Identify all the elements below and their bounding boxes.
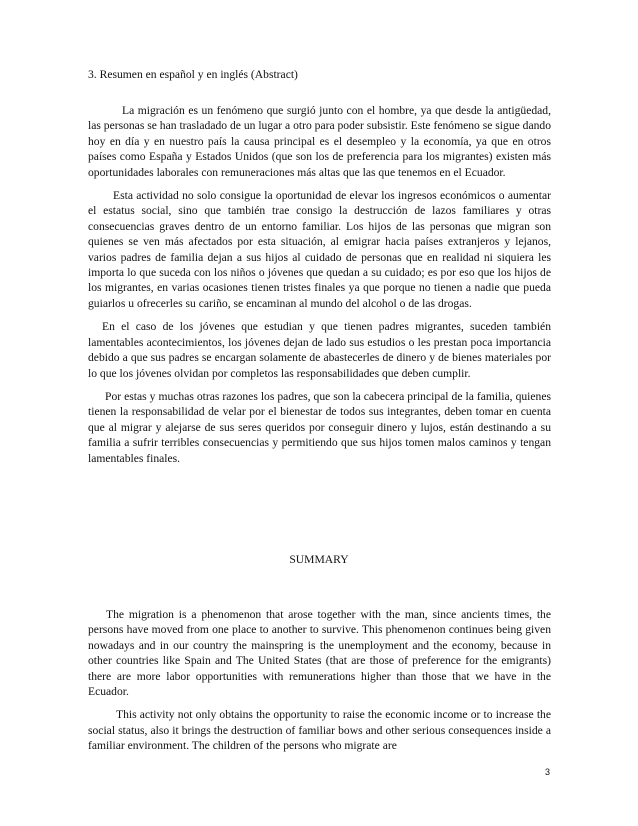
page-number: 3 bbox=[544, 767, 550, 777]
spanish-paragraph-3: En el caso de los jóvenes que estudian y que tienen padres migrantes, suceden también lamentables acontecimientos, los jóvenes dejan de lado sus estudios o les prestan poca importancia debido a que sus padres se encargan solamente de abastecerles de dinero y de bienes materiales por lo que los jóvenes olvidan por completos las responsabilidades que deben cumplir. bbox=[88, 320, 551, 380]
section-heading: 3. Resumen en español y en inglés (Abstract) bbox=[88, 68, 298, 81]
spanish-paragraph-1: La migración es un fenómeno que surgió junto con el hombre, ya que desde la antigüedad, las personas se han trasladado de un lugar a otro para poder subsistir. Este fenómeno se sigue dando hoy en día y en nuestro país la causa principal es el desempleo y la economía, ya que en otros países como España y Estados Unidos (que son los de preferencia para los migrantes) existen más oportunidades laborales con remuneraciones más altas que las que tenemos en el Ecuador. bbox=[88, 104, 551, 179]
english-paragraph-1: The migration is a phenomenon that arose together with the man, since ancients times, the persons have moved from one place to another to survive. This phenomenon continues being given nowadays and in our country the mainspring is the unemployment and the economy, because in other countries like Spain and The United States (that are those of preference for the emigrants) there are more labor opportunities with remunerations higher than those that we have in the Ecuador. bbox=[88, 608, 551, 699]
english-summary bbox=[88, 607, 551, 754]
spanish-paragraph-4: Por estas y muchas otras razones los padres, que son la cabecera principal de la familia, quienes tienen la responsabilidad de velar por el bienestar de todos sus integrantes, deben tomar en cuenta que al migrar y alejarse de sus seres queridos por conseguir dinero y lujos, están destinando a su familia a sufrir terribles consecuencias y permitiendo que sus hijos tomen malos caminos y tengan lamentables finales. bbox=[88, 389, 551, 465]
spanish-abstract bbox=[88, 103, 551, 466]
english-paragraph-2: This activity not only obtains the opportunity to raise the economic income or to increase the social status, also it brings the destruction of familiar bows and other serious consequences inside a familiar environment. The children of the persons who migrate are bbox=[88, 708, 551, 753]
spanish-paragraph-2: Esta actividad no solo consigue la oportunidad de elevar los ingresos económicos o aumentar el estatus social, sino que también trae consigo la destrucción de lazos familiares y otras consecuencias graves dentro de un entorno familiar. Los hijos de las personas que migran son quienes se ven más afectados por esta situación, al emigrar hacia países extranjeros y lejanos, varios padres de familia dejan a sus hijos al cuidado de personas que en realidad ni siquiera les importa lo que suceda con los niños o jóvenes que quedan a su cuidado; es por eso que los hijos de los migrantes, en varias ocasiones tienen tristes finales ya que porque no tienen a nadie que pueda guiarlos u ofrecerles su cariño, se encaminan al mundo del alcohol o de las drogas. bbox=[88, 189, 551, 310]
summary-title: SUMMARY bbox=[289, 553, 349, 566]
